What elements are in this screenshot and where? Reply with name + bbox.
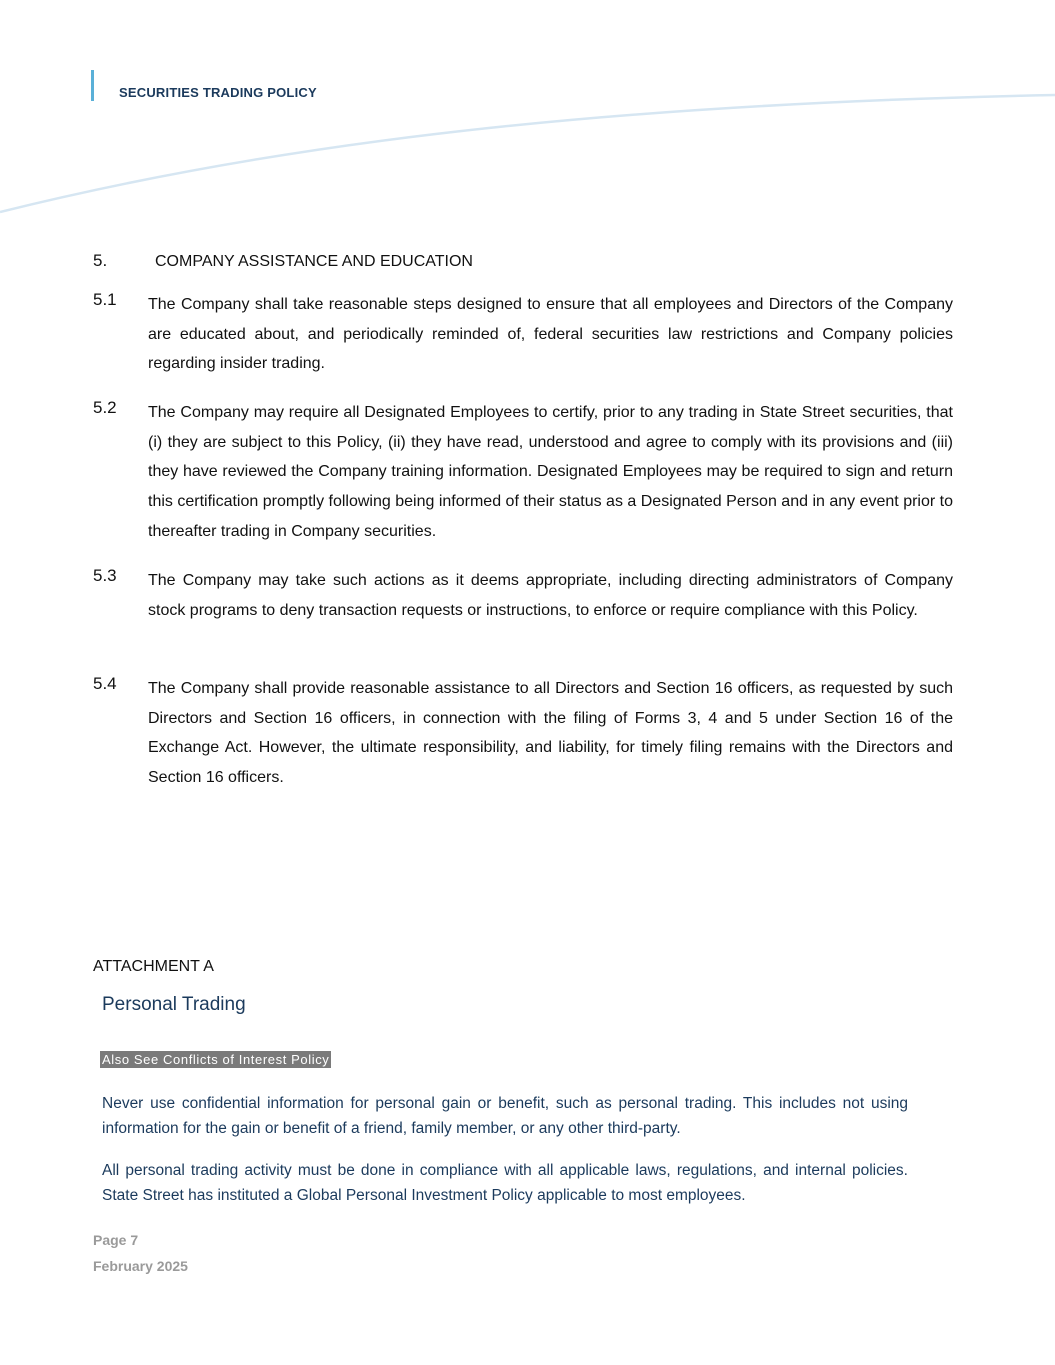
item-number: 5.2 xyxy=(93,398,117,417)
item-number: 5.4 xyxy=(93,674,117,693)
header-title: SECURITIES TRADING POLICY xyxy=(119,85,317,100)
footer-page-number: Page 7 xyxy=(93,1232,139,1248)
section-number: 5. xyxy=(93,251,108,270)
footer-date: February 2025 xyxy=(93,1258,188,1274)
header-swoosh-decoration xyxy=(0,0,1055,230)
policy-item xyxy=(93,674,953,793)
section-heading xyxy=(93,251,473,271)
section-title: COMPANY ASSISTANCE AND EDUCATION xyxy=(155,253,473,270)
policy-item xyxy=(93,398,953,547)
item-text: The Company shall provide reasonable assistance to all Directors and Section 16 officers, as requested by such Directors and Section 16 officers, in connection with the filing of Forms 3, 4 and 5 under Section 16 of the Exchange Act. However, the ultimate responsibility, and liability, for timely filing remains with the Directors and Section 16 officers. xyxy=(148,680,953,787)
conflicts-policy-tag[interactable]: Also See Conflicts of Interest Policy xyxy=(102,1052,330,1067)
item-text: The Company may take such actions as it deems appropriate, including directing administrators of Company stock programs to deny transaction requests or instructions, to enforce or require compliance with this Policy. xyxy=(148,572,953,619)
attachment-heading: Personal Trading xyxy=(102,994,246,1015)
attachment-paragraph: All personal trading activity must be done in compliance with all applicable laws, regulations, and internal policies. State Street has instituted a Global Personal Investment Policy applicable to most employees. xyxy=(102,1162,908,1204)
item-text: The Company may require all Designated Employees to certify, prior to any trading in State Street securities, that (i) they are subject to this Policy, (ii) they have read, understood and agree to comply with its provisions and (iii) they have reviewed the Company training information. Designated Employees may be required to sign and return this certification promptly following being informed of their status as a Designated Person and in any event prior to thereafter trading in Company securities. xyxy=(148,404,953,540)
policy-item xyxy=(93,290,953,379)
item-text: The Company shall take reasonable steps designed to ensure that all employees and Directors of the Company are educated about, and periodically reminded of, federal securities law restrictions and Company policies regarding insider trading. xyxy=(148,296,953,373)
header-accent-bar xyxy=(91,70,94,101)
policy-item xyxy=(93,566,953,625)
attachment-label: ATTACHMENT A xyxy=(93,958,214,975)
item-number: 5.3 xyxy=(93,566,117,585)
attachment-paragraph: Never use confidential information for personal gain or benefit, such as personal trading. This includes not using information for the gain or benefit of a friend, family member, or any other third-party. xyxy=(102,1095,908,1137)
item-number: 5.1 xyxy=(93,290,117,309)
